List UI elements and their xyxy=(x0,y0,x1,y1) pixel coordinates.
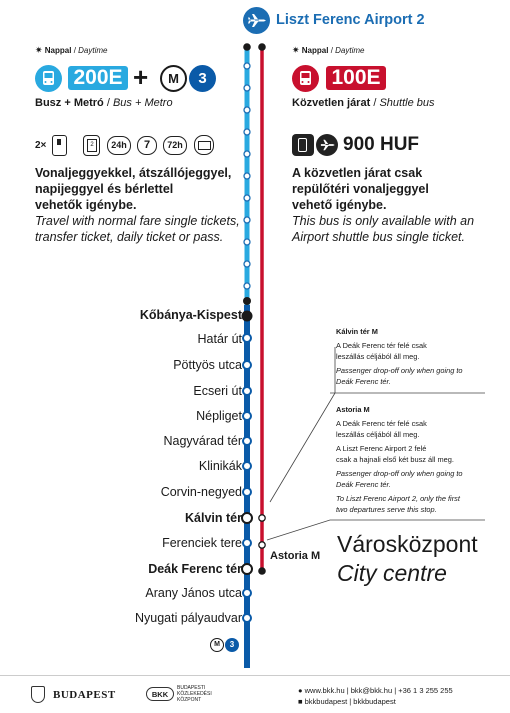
bottom-metro-badge: 3 xyxy=(225,638,239,652)
stop-nyugati-palyaudvar: Nyugati pályaudvar xyxy=(134,611,242,625)
shuttle-bus-icon xyxy=(292,65,319,92)
airport-ticket-icon xyxy=(292,134,314,156)
stop-ecseri-ut: Ecseri út xyxy=(193,384,242,398)
metro-line-badge: 3 xyxy=(189,65,216,92)
bkk-text: BUDAPESTI KÖZLEKEDÉSI KÖZPONT xyxy=(177,685,212,703)
bus-number-badge: 200E xyxy=(68,66,128,90)
stop-kalvin-ter: Kálvin tér xyxy=(185,511,242,525)
single-ticket-icon xyxy=(52,135,67,156)
budapest-crest-icon xyxy=(31,686,45,703)
sun-icon: ✷ xyxy=(35,45,43,55)
right-hu-text: A közvetlen járat csak repülőtéri vonaljeggyel vehető igénybe. xyxy=(292,166,429,212)
ticket-7day-icon: 7 xyxy=(137,136,157,155)
stop-hatar-ut: Határ út xyxy=(197,332,242,346)
footer-social: ■ bkkbudapest | bkkbudapest xyxy=(298,697,396,706)
city-centre-en: City centre xyxy=(337,560,447,586)
shuttle-number-badge: 100E xyxy=(326,66,386,90)
right-en-text: This bus is only available with an Airport shuttle bus single ticket. xyxy=(292,214,475,244)
note-astoria: Astoria M A Deák Ferenc tér felé csak leszállás céljából áll meg. A Liszt Ferenc Airport 2 felé csak a hajnali első két busz áll meg. Passenger drop-off only when going to Deák Ferenc tér. To Liszt Ferenc Airport 2, only the first two departures serve this stop. xyxy=(336,405,463,514)
bus-icon xyxy=(35,65,62,92)
plane-icon xyxy=(316,134,338,156)
plus-sign: + xyxy=(133,62,149,92)
stop-klinikak: Klinikák xyxy=(198,459,242,473)
stop-arany-janos-utca: Arany János utca xyxy=(145,586,242,600)
sun-icon: ✷ xyxy=(292,45,300,55)
footer-contact: ● www.bkk.hu | bkk@bkk.hu | +36 1 3 255 255 xyxy=(298,686,453,695)
bottom-metro-icon: M xyxy=(210,638,224,652)
stop-deak-ferenc-ter: Deák Ferenc tér xyxy=(148,562,242,576)
metro-icon: M xyxy=(160,65,187,92)
stop-pottyos-utca: Pöttyös utca xyxy=(173,358,242,372)
stop-kobanya-kispest: Kőbánya-Kispest xyxy=(139,308,242,322)
stop-nepliget: Népliget xyxy=(196,409,242,423)
ticket-multiplier: 2× xyxy=(35,140,47,151)
transfer-ticket-icon: 2 xyxy=(83,135,100,156)
stop-astoria: Astoria M xyxy=(270,550,321,562)
shuttle-price: 900 HUF xyxy=(343,134,420,155)
facebook-icon: ■ xyxy=(298,697,303,706)
left-hu-text: Vonaljeggyekkel, átszállójeggyel, napijeggyel és bérlettel vehetők igénybe. xyxy=(35,166,232,212)
left-en-text: Travel with normal fare single tickets, transfer ticket, daily ticket or pass. xyxy=(35,214,240,244)
footer-city: BUDAPEST xyxy=(53,689,116,701)
footer-divider xyxy=(0,675,510,676)
right-period: ✷ Nappal / Daytime xyxy=(292,45,365,55)
city-centre-hu: Városközpont xyxy=(337,531,478,557)
left-mode: Busz + Metró / Bus + Metro xyxy=(35,97,173,109)
destination-title: Liszt Ferenc Airport 2 xyxy=(276,12,425,28)
globe-icon: ● xyxy=(298,686,303,695)
ticket-72h-icon: 72h xyxy=(163,136,187,155)
ticket-24h-icon: 24h xyxy=(107,136,131,155)
stop-corvin-negyed: Corvin-negyed xyxy=(160,485,242,499)
stop-ferenciek-tere: Ferenciek tere xyxy=(162,536,242,550)
right-mode: Közvetlen járat / Shuttle bus xyxy=(292,97,435,109)
pass-icon xyxy=(194,135,214,155)
bkk-logo: BKK xyxy=(146,687,174,701)
note-kalvin: Kálvin tér M A Deák Ferenc tér felé csak leszállás céljából áll meg. Passenger drop-off only when going to Deák Ferenc tér. xyxy=(336,327,463,386)
left-period: ✷ Nappal / Daytime xyxy=(35,45,108,55)
stop-nagyvarad-ter: Nagyvárad tér xyxy=(163,434,242,448)
